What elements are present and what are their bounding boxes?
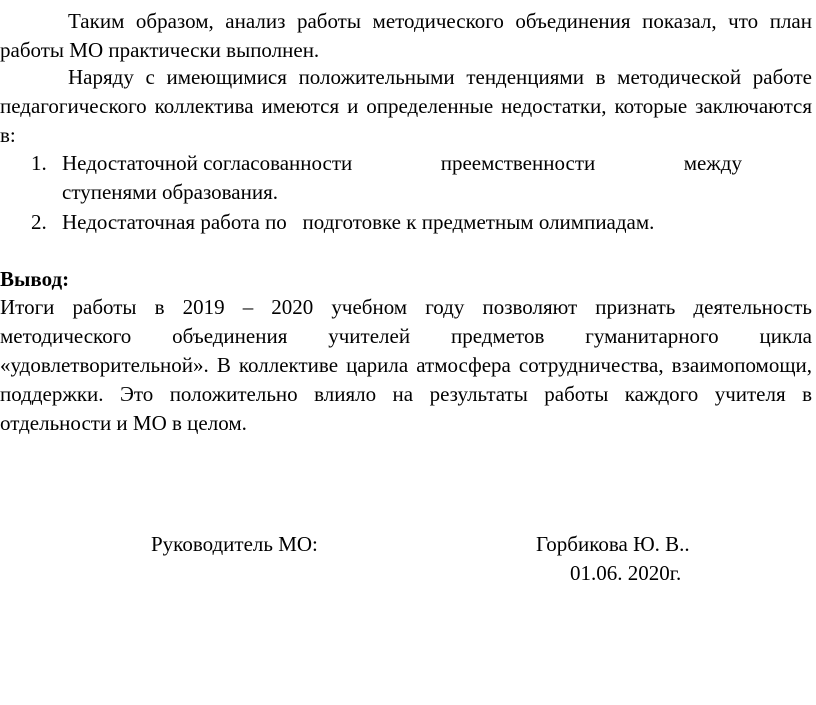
paragraph-summary: Таким образом, анализ работы методического объединения показал, что план работы МО практически выполнен. [0, 9, 812, 62]
signature-date: 01.06. 2020г. [570, 561, 682, 585]
list-item [0, 208, 812, 237]
conclusion-heading: Вывод: [0, 267, 70, 291]
list-item-word: Недостаточной согласованности [62, 151, 353, 175]
list-item-first-line [62, 149, 742, 178]
shortcomings-list [0, 149, 812, 238]
list-item-continuation: ступенями образования. [62, 180, 278, 204]
list-item [0, 149, 812, 207]
list-marker: 2. [31, 210, 47, 234]
list-item-word: преемственности [440, 151, 596, 175]
signature-role: Руководитель МО: [151, 532, 318, 556]
list-marker: 1. [31, 151, 47, 175]
paragraph-shortcomings: Наряду с имеющимися положительными тенденциями в методической работе педагогического коллектива имеются и определенные недостатки, которые заключаются в: [0, 65, 812, 147]
signature-name: Горбикова Ю. В.. [536, 532, 690, 556]
list-item-word: между [683, 151, 742, 175]
conclusion-text: Итоги работы в 2019 – 2020 учебном году позволяют признать деятельность методического объединения учителей предметов гуманитарного цикла «удовлетворительной». В коллективе царила атмосфера сотрудничества, взаимопомощи, поддержки. Это положительно влияло на результаты работы каждого учителя в отдельности и МО в целом. [0, 295, 812, 435]
list-item-text: Недостаточная работа по подготовке к предметным олимпиадам. [62, 210, 655, 234]
